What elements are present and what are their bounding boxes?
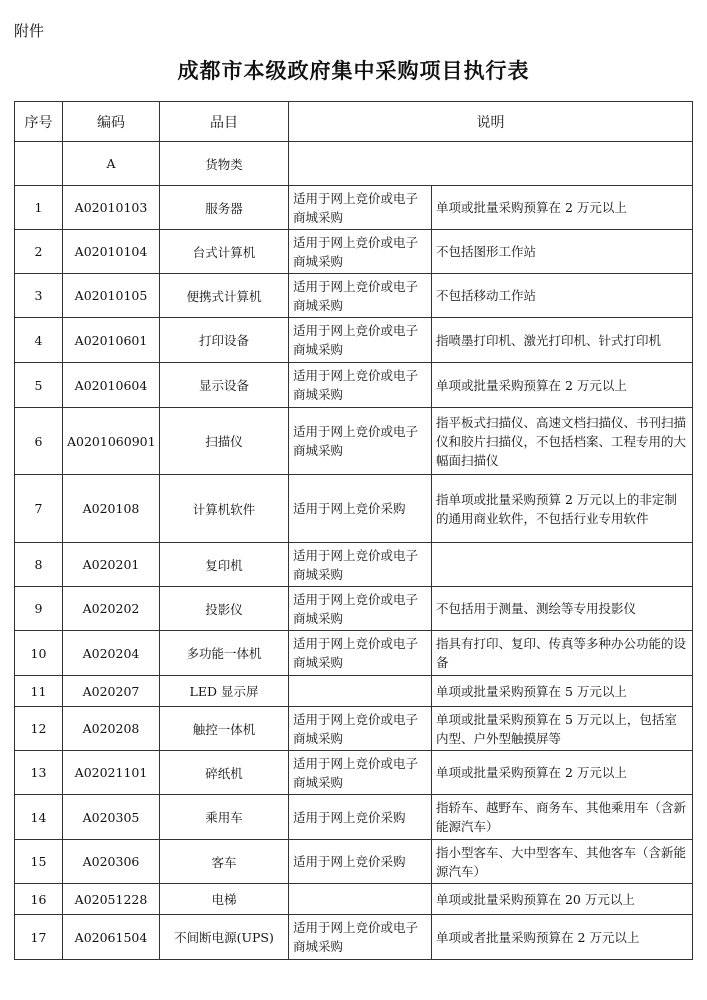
procurement-method-cell: 适用于网上竞价或电子商城采购 [289, 230, 432, 274]
row-number-cell: 13 [15, 751, 63, 795]
description-cell: 单项或批量采购预算在 2 万元以上 [432, 363, 693, 408]
description-cell: 不包括图形工作站 [432, 230, 693, 274]
item-code-cell: A02010601 [63, 318, 160, 363]
category-no-cell [15, 142, 63, 186]
procurement-method-cell: 适用于网上竞价或电子商城采购 [289, 318, 432, 363]
procurement-method-cell: 适用于网上竞价或电子商城采购 [289, 587, 432, 631]
row-number-cell: 6 [15, 408, 63, 475]
procurement-method-cell: 适用于网上竞价采购 [289, 840, 432, 884]
row-number-cell: 1 [15, 186, 63, 230]
description-cell [432, 543, 693, 587]
procurement-method-cell [289, 884, 432, 915]
table-row [15, 186, 693, 230]
procurement-method-cell: 适用于网上竞价或电子商城采购 [289, 363, 432, 408]
table-row [15, 543, 693, 587]
table-row [15, 707, 693, 751]
item-name-cell: 客车 [160, 840, 289, 884]
item-name-cell: 便携式计算机 [160, 274, 289, 318]
row-number-cell: 5 [15, 363, 63, 408]
description-cell: 指小型客车、大中型客车、其他客车（含新能源汽车） [432, 840, 693, 884]
category-code-cell: A [63, 142, 160, 186]
item-name-cell: 计算机软件 [160, 475, 289, 543]
table-row [15, 795, 693, 840]
item-name-cell: 投影仪 [160, 587, 289, 631]
description-cell: 不包括用于测量、测绘等专用投影仪 [432, 587, 693, 631]
item-name-cell: 扫描仪 [160, 408, 289, 475]
column-header-item: 品目 [160, 102, 289, 142]
column-header-description: 说明 [289, 102, 693, 142]
item-name-cell: 服务器 [160, 186, 289, 230]
category-item-cell: 货物类 [160, 142, 289, 186]
item-name-cell: 复印机 [160, 543, 289, 587]
description-cell: 单项或批量采购预算在 5 万元以上 [432, 676, 693, 707]
description-cell: 指单项或批量采购预算 2 万元以上的非定制的通用商业软件，不包括行业专用软件 [432, 475, 693, 543]
item-name-cell: 多功能一体机 [160, 631, 289, 676]
row-number-cell: 12 [15, 707, 63, 751]
item-name-cell: LED 显示屏 [160, 676, 289, 707]
table-row [15, 631, 693, 676]
table-row [15, 915, 693, 960]
item-code-cell: A020202 [63, 587, 160, 631]
description-cell: 指轿车、越野车、商务车、其他乘用车（含新能源汽车） [432, 795, 693, 840]
table-row [15, 884, 693, 915]
item-name-cell: 台式计算机 [160, 230, 289, 274]
category-description-cell [289, 142, 693, 186]
item-code-cell: A02061504 [63, 915, 160, 960]
row-number-cell: 4 [15, 318, 63, 363]
table-row [15, 587, 693, 631]
item-code-cell: A02010105 [63, 274, 160, 318]
procurement-method-cell: 适用于网上竞价或电子商城采购 [289, 186, 432, 230]
item-code-cell: A020201 [63, 543, 160, 587]
row-number-cell: 14 [15, 795, 63, 840]
item-code-cell: A02010104 [63, 230, 160, 274]
item-code-cell: A02021101 [63, 751, 160, 795]
item-code-cell: A020204 [63, 631, 160, 676]
row-number-cell: 16 [15, 884, 63, 915]
row-number-cell: 10 [15, 631, 63, 676]
attachment-label: 附件 [14, 22, 45, 40]
row-number-cell: 17 [15, 915, 63, 960]
description-cell: 单项或批量采购预算在 20 万元以上 [432, 884, 693, 915]
description-cell: 不包括移动工作站 [432, 274, 693, 318]
procurement-method-cell: 适用于网上竞价或电子商城采购 [289, 707, 432, 751]
table-row [15, 676, 693, 707]
row-number-cell: 7 [15, 475, 63, 543]
description-cell: 指平板式扫描仪、高速文档扫描仪、书刊扫描仪和胶片扫描仪，不包括档案、工程专用的大幅面扫描仪 [432, 408, 693, 475]
row-number-cell: 11 [15, 676, 63, 707]
row-number-cell: 9 [15, 587, 63, 631]
procurement-method-cell: 适用于网上竞价或电子商城采购 [289, 751, 432, 795]
item-code-cell: A020306 [63, 840, 160, 884]
row-number-cell: 15 [15, 840, 63, 884]
procurement-method-cell [289, 676, 432, 707]
item-name-cell: 电梯 [160, 884, 289, 915]
procurement-method-cell: 适用于网上竞价或电子商城采购 [289, 631, 432, 676]
column-header-no: 序号 [15, 102, 63, 142]
table-header-row [15, 102, 693, 142]
procurement-table [14, 101, 693, 960]
procurement-method-cell: 适用于网上竞价或电子商城采购 [289, 915, 432, 960]
category-row [15, 142, 693, 186]
table-row [15, 230, 693, 274]
row-number-cell: 2 [15, 230, 63, 274]
row-number-cell: 8 [15, 543, 63, 587]
item-code-cell: A0201060901 [63, 408, 160, 475]
item-name-cell: 打印设备 [160, 318, 289, 363]
item-code-cell: A020305 [63, 795, 160, 840]
item-name-cell: 不间断电源(UPS) [160, 915, 289, 960]
procurement-method-cell: 适用于网上竞价或电子商城采购 [289, 543, 432, 587]
page-title: 成都市本级政府集中采购项目执行表 [177, 59, 530, 83]
item-name-cell: 触控一体机 [160, 707, 289, 751]
table-row [15, 475, 693, 543]
procurement-method-cell: 适用于网上竞价或电子商城采购 [289, 274, 432, 318]
description-cell: 单项或批量采购预算在 2 万元以上 [432, 186, 693, 230]
procurement-method-cell: 适用于网上竞价采购 [289, 795, 432, 840]
table-row [15, 318, 693, 363]
item-code-cell: A02010103 [63, 186, 160, 230]
table-row [15, 274, 693, 318]
table-row [15, 363, 693, 408]
description-cell: 单项或者批量采购预算在 2 万元以上 [432, 915, 693, 960]
description-cell: 指具有打印、复印、传真等多种办公功能的设备 [432, 631, 693, 676]
description-cell: 单项或批量采购预算在 5 万元以上，包括室内型、户外型触摸屏等 [432, 707, 693, 751]
item-name-cell: 显示设备 [160, 363, 289, 408]
item-code-cell: A020208 [63, 707, 160, 751]
item-name-cell: 碎纸机 [160, 751, 289, 795]
procurement-method-cell: 适用于网上竞价采购 [289, 475, 432, 543]
procurement-method-cell: 适用于网上竞价或电子商城采购 [289, 408, 432, 475]
item-code-cell: A02010604 [63, 363, 160, 408]
column-header-code: 编码 [63, 102, 160, 142]
row-number-cell: 3 [15, 274, 63, 318]
table-row [15, 751, 693, 795]
table-row [15, 408, 693, 475]
item-code-cell: A020108 [63, 475, 160, 543]
item-code-cell: A02051228 [63, 884, 160, 915]
description-cell: 指喷墨打印机、激光打印机、针式打印机 [432, 318, 693, 363]
item-name-cell: 乘用车 [160, 795, 289, 840]
description-cell: 单项或批量采购预算在 2 万元以上 [432, 751, 693, 795]
item-code-cell: A020207 [63, 676, 160, 707]
table-row [15, 840, 693, 884]
